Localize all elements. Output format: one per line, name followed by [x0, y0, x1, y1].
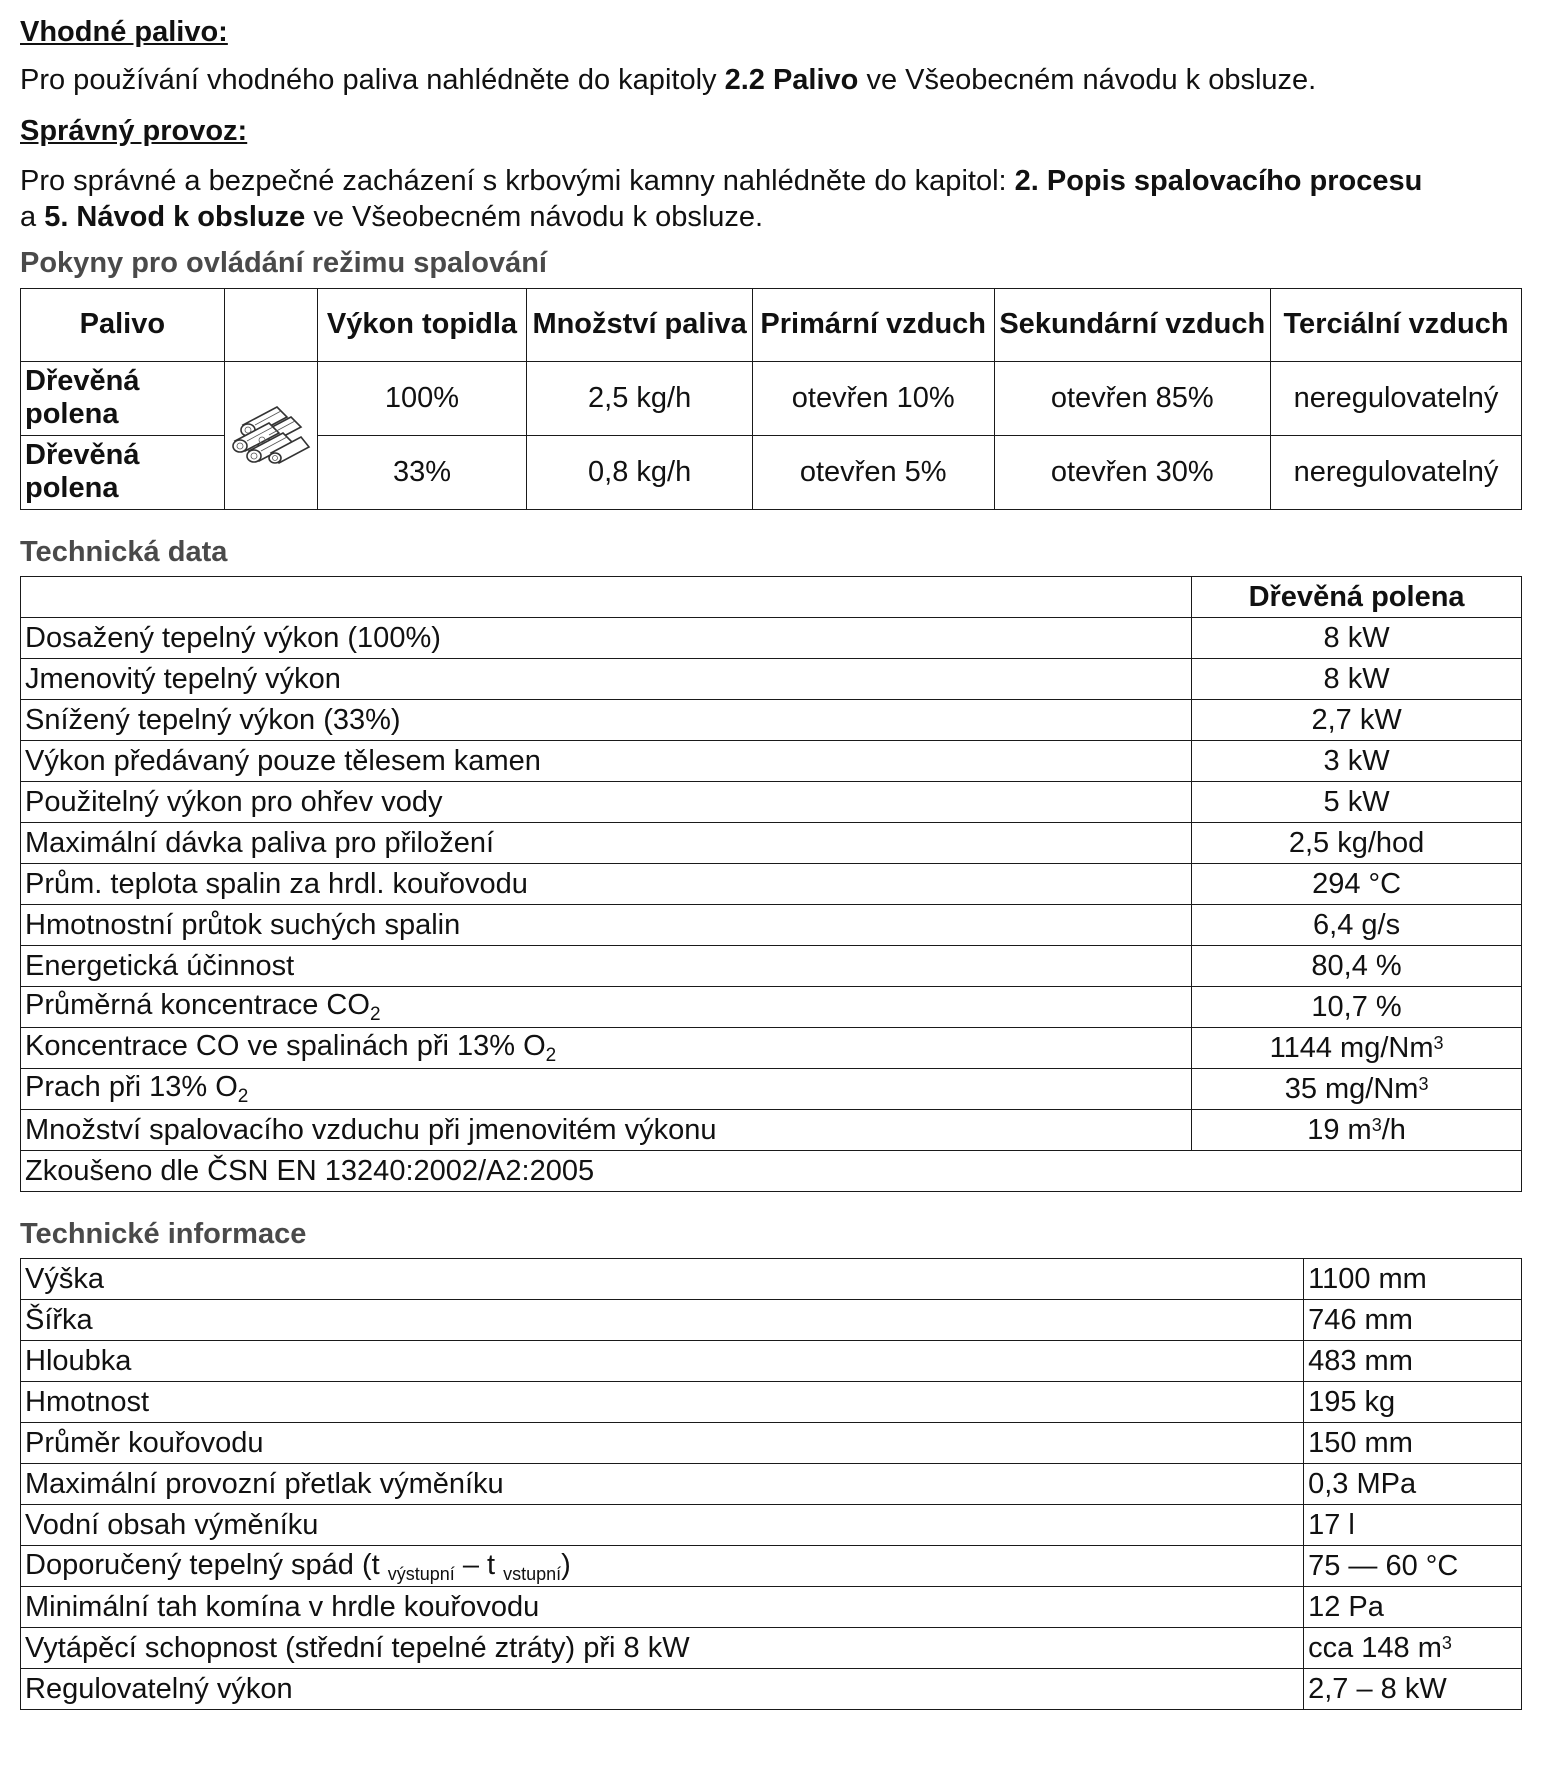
- row-label: Minimální tah komína v hrdle kouřovodu: [21, 1587, 1304, 1628]
- row-label: Hloubka: [21, 1341, 1304, 1382]
- table-row: [21, 658, 1522, 699]
- fuel-paragraph: Pro používání vhodného paliva nahlédněte do kapitoly 2.2 Palivo ve Všeobecném návodu k obsluze.: [20, 64, 1317, 97]
- table-row: [21, 1546, 1522, 1587]
- row-value: 6,4 g/s: [1192, 904, 1522, 945]
- header-tertiary: Terciální vzduch: [1271, 288, 1522, 361]
- row-label: Snížený tepelný výkon (33%): [21, 699, 1192, 740]
- power-cell: 100%: [317, 361, 527, 435]
- tech-data-table: [20, 576, 1522, 1192]
- fuel-heading: Vhodné palivo:: [20, 16, 228, 48]
- table-row: [21, 699, 1522, 740]
- amount-cell: 0,8 kg/h: [527, 435, 753, 509]
- row-label: Průměr kouřovodu: [21, 1423, 1304, 1464]
- table-row: [21, 781, 1522, 822]
- row-value: 150 mm: [1304, 1423, 1522, 1464]
- tech-data-title: Technická data: [20, 535, 228, 568]
- primary-cell: otevřen 5%: [752, 435, 994, 509]
- row-value: 1100 mm: [1304, 1259, 1522, 1300]
- operation-heading: Správný provoz:: [20, 114, 248, 147]
- table-row: [21, 617, 1522, 658]
- table-row: [21, 1300, 1522, 1341]
- row-value: 294 °C: [1192, 863, 1522, 904]
- row-value: 3 kW: [1192, 740, 1522, 781]
- row-value: 35 mg/Nm$^3$: [1192, 1068, 1522, 1109]
- table-row: [21, 863, 1522, 904]
- table-row: [21, 822, 1522, 863]
- row-value: 8 kW: [1192, 658, 1522, 699]
- row-label: Hmotnost: [21, 1382, 1304, 1423]
- tech-header-fuel: Dřevěná polena: [1192, 576, 1522, 617]
- row-value: 75 — 60 °C: [1304, 1546, 1522, 1587]
- tertiary-cell: neregulovatelný: [1271, 435, 1522, 509]
- table-row: [21, 1109, 1522, 1150]
- row-label: Vytápěcí schopnost (střední tepelné ztráty) při 8 kW: [21, 1628, 1304, 1669]
- table-row: [21, 1464, 1522, 1505]
- row-label: Jmenovitý tepelný výkon: [21, 658, 1192, 699]
- fuel-cell: Dřevěná polena: [21, 361, 225, 435]
- row-value: cca 148 $m^3$: [1304, 1628, 1522, 1669]
- row-value: 2,7 – 8 kW: [1304, 1669, 1522, 1710]
- row-value: 0,3 MPa: [1304, 1464, 1522, 1505]
- row-value: 1144 mg/Nm$^3$: [1192, 1027, 1522, 1068]
- tech-header-row: [21, 576, 1522, 617]
- row-value: 10,7 %: [1192, 986, 1522, 1027]
- tech-footer-row: [21, 1150, 1522, 1191]
- row-label: Prach při 13% $O_2$: [21, 1068, 1192, 1109]
- tech-header-empty: [21, 576, 1192, 617]
- table-row: [21, 945, 1522, 986]
- combustion-header-row: [21, 288, 1522, 361]
- table-row: [21, 1587, 1522, 1628]
- tech-info-title: Technické informace: [20, 1217, 307, 1250]
- row-label: Šířka: [21, 1300, 1304, 1341]
- row-label: Koncentrace CO ve spalinách při 13% $O_2$: [21, 1027, 1192, 1068]
- row-label: Hmotnostní průtok suchých spalin: [21, 904, 1192, 945]
- row-label: Vodní obsah výměníku: [21, 1505, 1304, 1546]
- row-value: 12 Pa: [1304, 1587, 1522, 1628]
- row-value: 746 mm: [1304, 1300, 1522, 1341]
- row-label: Maximální dávka paliva pro přiložení: [21, 822, 1192, 863]
- row-value: 2,5 kg/hod: [1192, 822, 1522, 863]
- row-value: 2,7 kW: [1192, 699, 1522, 740]
- table-row: [21, 1382, 1522, 1423]
- row-label: Množství spalovacího vzduchu při jmenovitém výkonu: [21, 1109, 1192, 1150]
- row-value: 19 $m^3/h$: [1192, 1109, 1522, 1150]
- table-row: [21, 361, 1522, 435]
- fuel-cell: Dřevěná polena: [21, 435, 225, 509]
- header-fuel: Palivo: [21, 288, 225, 361]
- table-row: [21, 740, 1522, 781]
- header-power: Výkon topidla: [317, 288, 527, 361]
- table-row: [21, 1505, 1522, 1546]
- row-label: Energetická účinnost: [21, 945, 1192, 986]
- row-value: 195 kg: [1304, 1382, 1522, 1423]
- wood-logs-icon: [225, 395, 317, 475]
- icon-cell: [224, 361, 317, 509]
- table-row: [21, 904, 1522, 945]
- secondary-cell: otevřen 30%: [994, 435, 1271, 509]
- secondary-cell: otevřen 85%: [994, 361, 1271, 435]
- table-row: [21, 1259, 1522, 1300]
- row-value: 80,4 %: [1192, 945, 1522, 986]
- row-value: 5 kW: [1192, 781, 1522, 822]
- combustion-title: Pokyny pro ovládání režimu spalování: [20, 247, 547, 280]
- table-row: [21, 1341, 1522, 1382]
- test-standard: Zkoušeno dle ČSN EN 13240:2002/A2:2005: [21, 1150, 1522, 1191]
- amount-cell: 2,5 kg/h: [527, 361, 753, 435]
- header-primary: Primární vzduch: [752, 288, 994, 361]
- table-row: [21, 1068, 1522, 1109]
- header-secondary: Sekundární vzduch: [994, 288, 1271, 361]
- row-label: Regulovatelný výkon: [21, 1669, 1304, 1710]
- table-row: [21, 1628, 1522, 1669]
- row-label: Prům. teplota spalin za hrdl. kouřovodu: [21, 863, 1192, 904]
- row-label: Maximální provozní přetlak výměníku: [21, 1464, 1304, 1505]
- table-row: [21, 1027, 1522, 1068]
- row-label: Výška: [21, 1259, 1304, 1300]
- table-row: [21, 986, 1522, 1027]
- header-amount: Množství paliva: [527, 288, 753, 361]
- row-value: 17 l: [1304, 1505, 1522, 1546]
- primary-cell: otevřen 10%: [752, 361, 994, 435]
- tertiary-cell: neregulovatelný: [1271, 361, 1522, 435]
- power-cell: 33%: [317, 435, 527, 509]
- combustion-table: [20, 288, 1522, 510]
- header-icon: [224, 288, 317, 361]
- row-label: Výkon předávaný pouze tělesem kamen: [21, 740, 1192, 781]
- row-label: Dosažený tepelný výkon (100%): [21, 617, 1192, 658]
- table-row: [21, 1423, 1522, 1464]
- row-value: 8 kW: [1192, 617, 1522, 658]
- tech-info-table: [20, 1258, 1522, 1710]
- operation-paragraph: Pro správné a bezpečné zacházení s krbovými kamny nahlédněte do kapitol: 2. Popis spalovacího procesu a 5. Návod k obsluze ve Všeobecném návodu k obsluze.: [20, 164, 1423, 233]
- row-label: Průměrná koncentrace $CO_2$: [21, 986, 1192, 1027]
- table-row: [21, 1669, 1522, 1710]
- row-label: Doporučený tepelný spád (t $_{výstupní}$ – t $_{vstupní}$): [21, 1546, 1304, 1587]
- row-value: 483 mm: [1304, 1341, 1522, 1382]
- row-label: Použitelný výkon pro ohřev vody: [21, 781, 1192, 822]
